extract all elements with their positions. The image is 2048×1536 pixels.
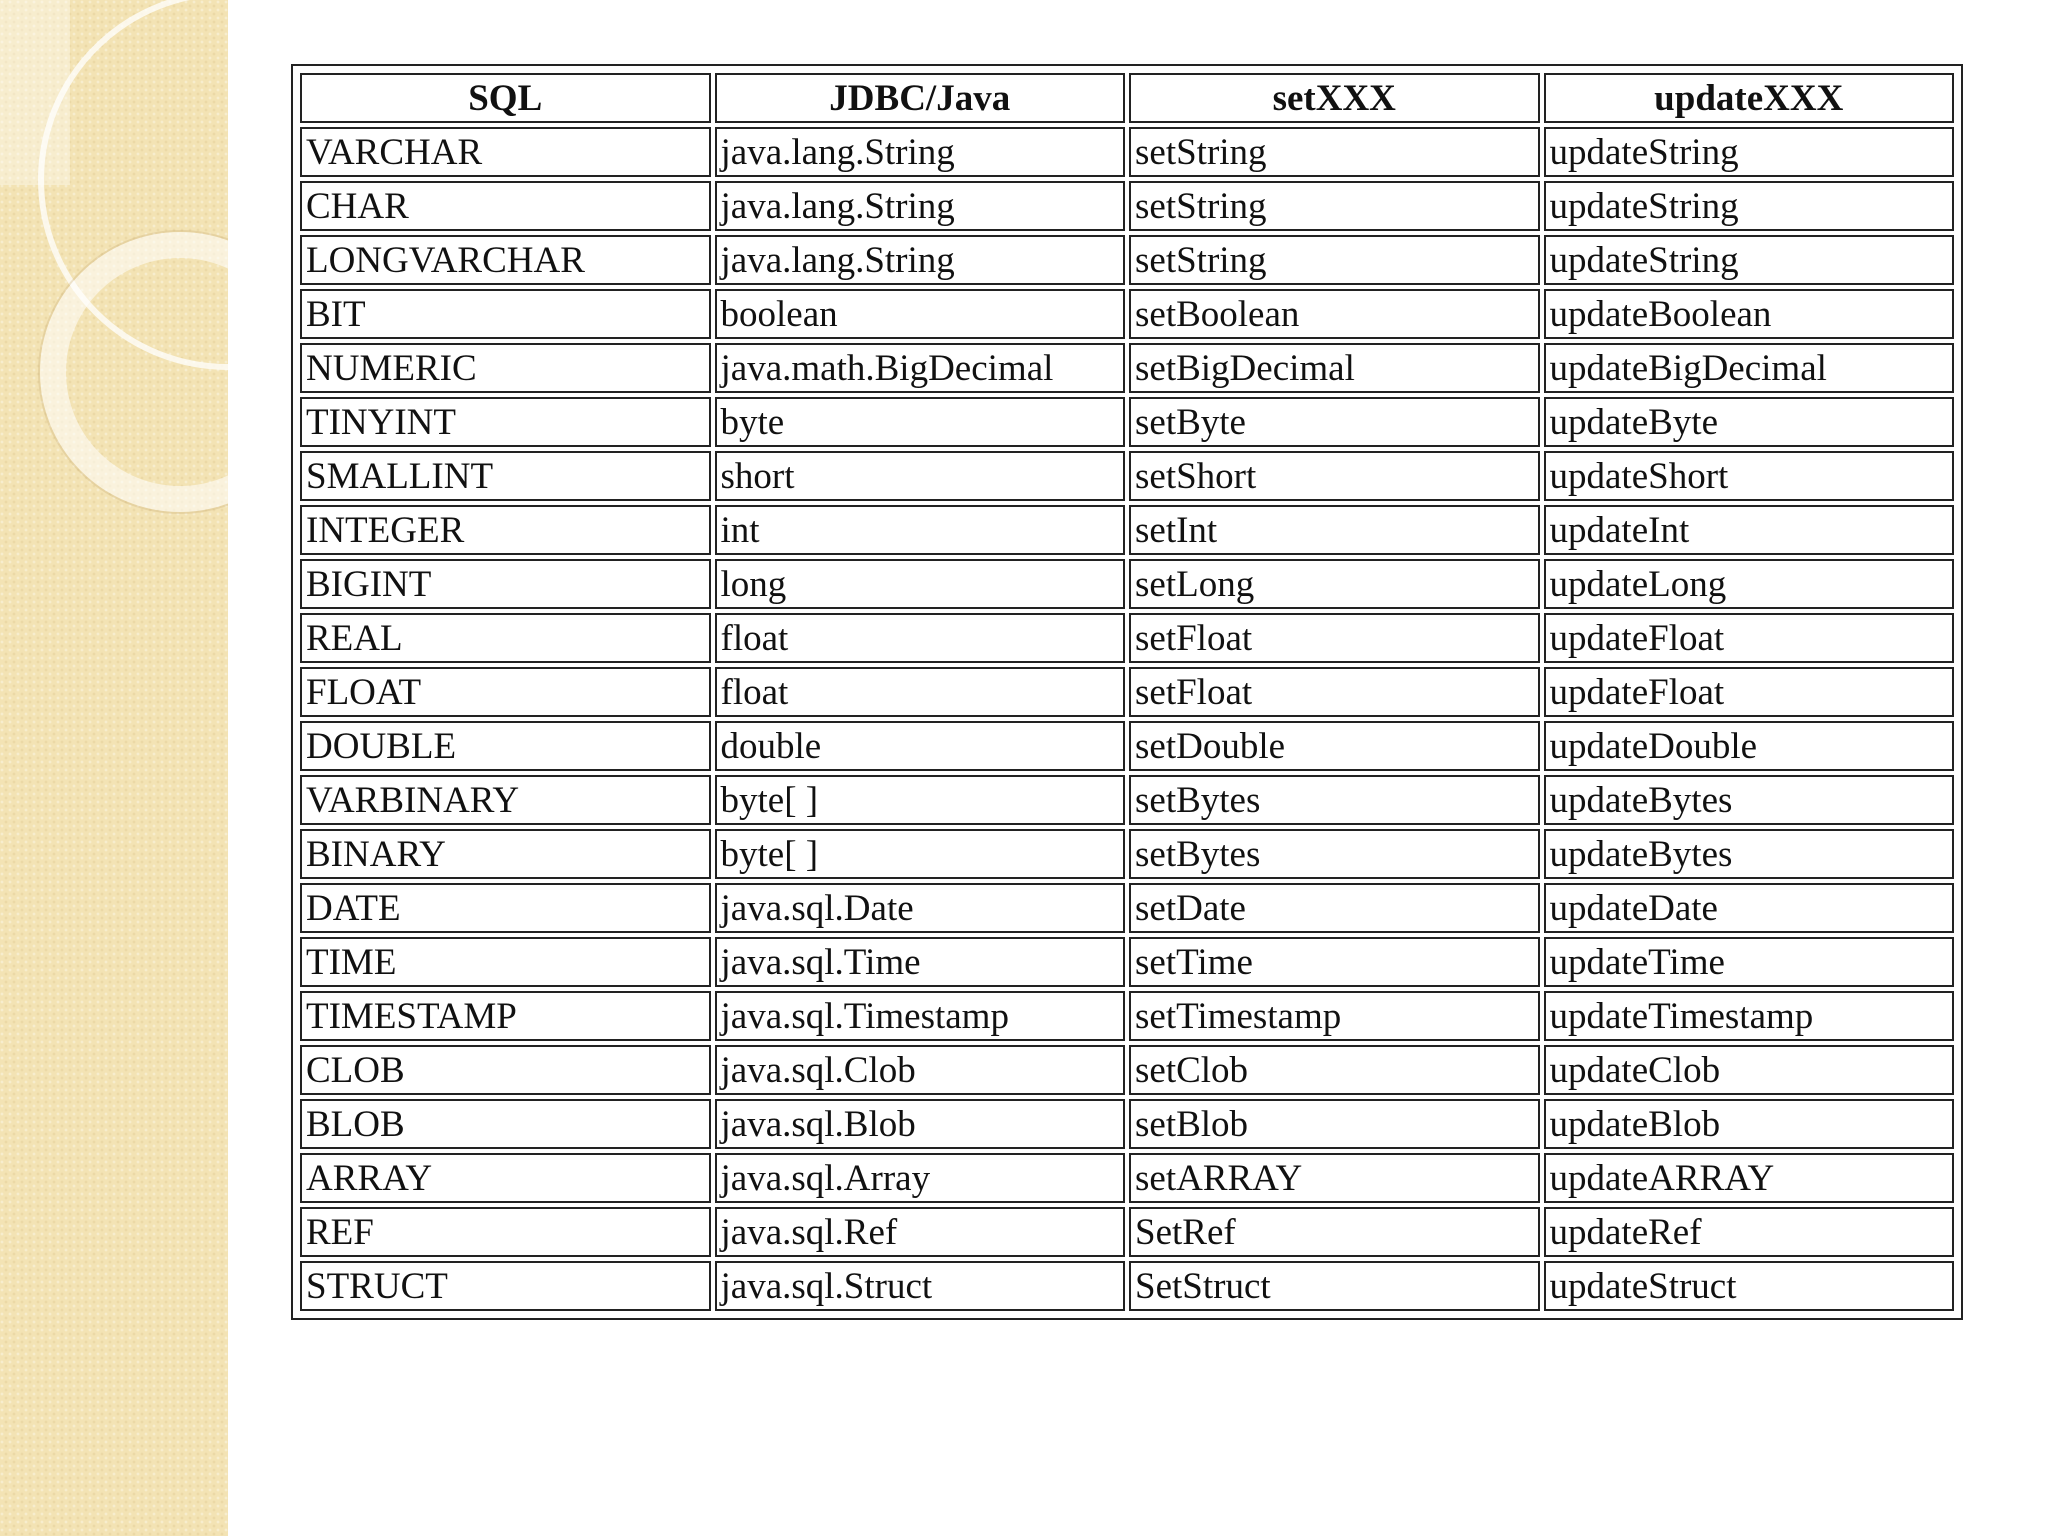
java-type-cell: float	[715, 667, 1126, 717]
setter-cell: setDate	[1129, 883, 1540, 933]
sql-type-cell: FLOAT	[300, 667, 711, 717]
sql-type-cell: INTEGER	[300, 505, 711, 555]
setter-cell: setLong	[1129, 559, 1540, 609]
sql-type-cell: CHAR	[300, 181, 711, 231]
sql-type-cell: TIMESTAMP	[300, 991, 711, 1041]
setter-cell: setDouble	[1129, 721, 1540, 771]
type-mapping-table	[296, 69, 1958, 1315]
java-type-cell: java.lang.String	[715, 127, 1126, 177]
table-row	[300, 775, 1954, 825]
setter-cell: setClob	[1129, 1045, 1540, 1095]
setter-cell: setString	[1129, 181, 1540, 231]
table-row	[300, 505, 1954, 555]
sql-type-cell: BLOB	[300, 1099, 711, 1149]
setter-cell: setBytes	[1129, 775, 1540, 825]
java-type-cell: java.sql.Blob	[715, 1099, 1126, 1149]
java-type-cell: float	[715, 613, 1126, 663]
updater-cell: updateBytes	[1544, 775, 1955, 825]
setter-cell: setString	[1129, 127, 1540, 177]
updater-cell: updateBoolean	[1544, 289, 1955, 339]
setter-cell: setTime	[1129, 937, 1540, 987]
java-type-cell: byte[ ]	[715, 829, 1126, 879]
updater-cell: updateTime	[1544, 937, 1955, 987]
table-row	[300, 1153, 1954, 1203]
updater-cell: updateByte	[1544, 397, 1955, 447]
updater-cell: updateBlob	[1544, 1099, 1955, 1149]
updater-cell: updateString	[1544, 235, 1955, 285]
java-type-cell: java.lang.String	[715, 235, 1126, 285]
table-row	[300, 721, 1954, 771]
updater-cell: updateLong	[1544, 559, 1955, 609]
java-type-cell: java.sql.Time	[715, 937, 1126, 987]
table-body	[300, 127, 1954, 1311]
sql-type-cell: BIT	[300, 289, 711, 339]
table-row	[300, 343, 1954, 393]
table-row	[300, 991, 1954, 1041]
sql-type-cell: BINARY	[300, 829, 711, 879]
header-updatexxx: updateXXX	[1544, 73, 1955, 123]
java-type-cell: long	[715, 559, 1126, 609]
table-row	[300, 1099, 1954, 1149]
sql-type-cell: DATE	[300, 883, 711, 933]
setter-cell: SetStruct	[1129, 1261, 1540, 1311]
java-type-cell: java.sql.Timestamp	[715, 991, 1126, 1041]
updater-cell: updateString	[1544, 181, 1955, 231]
sql-type-cell: TINYINT	[300, 397, 711, 447]
updater-cell: updateShort	[1544, 451, 1955, 501]
setter-cell: setTimestamp	[1129, 991, 1540, 1041]
setter-cell: setBoolean	[1129, 289, 1540, 339]
table-row	[300, 559, 1954, 609]
setter-cell: setFloat	[1129, 613, 1540, 663]
updater-cell: updateClob	[1544, 1045, 1955, 1095]
updater-cell: updateFloat	[1544, 667, 1955, 717]
table-row	[300, 1261, 1954, 1311]
setter-cell: setBigDecimal	[1129, 343, 1540, 393]
updater-cell: updateInt	[1544, 505, 1955, 555]
updater-cell: updateTimestamp	[1544, 991, 1955, 1041]
header-sql: SQL	[300, 73, 711, 123]
header-jdbc-java: JDBC/Java	[715, 73, 1126, 123]
sql-type-cell: TIME	[300, 937, 711, 987]
java-type-cell: java.lang.String	[715, 181, 1126, 231]
sql-type-cell: BIGINT	[300, 559, 711, 609]
setter-cell: setByte	[1129, 397, 1540, 447]
setter-cell: setBytes	[1129, 829, 1540, 879]
table-row	[300, 181, 1954, 231]
setter-cell: setShort	[1129, 451, 1540, 501]
header-setxxx: setXXX	[1129, 73, 1540, 123]
table-row	[300, 1207, 1954, 1257]
table-row	[300, 1045, 1954, 1095]
table-row	[300, 937, 1954, 987]
setter-cell: setBlob	[1129, 1099, 1540, 1149]
java-type-cell: java.sql.Array	[715, 1153, 1126, 1203]
sql-type-cell: SMALLINT	[300, 451, 711, 501]
updater-cell: updateDate	[1544, 883, 1955, 933]
sql-type-cell: VARCHAR	[300, 127, 711, 177]
updater-cell: updateBigDecimal	[1544, 343, 1955, 393]
java-type-cell: byte	[715, 397, 1126, 447]
decorative-side-panel	[0, 0, 228, 1536]
java-type-cell: byte[ ]	[715, 775, 1126, 825]
setter-cell: SetRef	[1129, 1207, 1540, 1257]
java-type-cell: java.sql.Struct	[715, 1261, 1126, 1311]
java-type-cell: java.sql.Clob	[715, 1045, 1126, 1095]
updater-cell: updateStruct	[1544, 1261, 1955, 1311]
type-mapping-table-frame	[291, 64, 1963, 1320]
table-row	[300, 451, 1954, 501]
java-type-cell: java.sql.Date	[715, 883, 1126, 933]
sql-type-cell: NUMERIC	[300, 343, 711, 393]
setter-cell: setString	[1129, 235, 1540, 285]
java-type-cell: int	[715, 505, 1126, 555]
sql-type-cell: ARRAY	[300, 1153, 711, 1203]
updater-cell: updateBytes	[1544, 829, 1955, 879]
sql-type-cell: REF	[300, 1207, 711, 1257]
sql-type-cell: LONGVARCHAR	[300, 235, 711, 285]
sql-type-cell: DOUBLE	[300, 721, 711, 771]
sql-type-cell: VARBINARY	[300, 775, 711, 825]
sql-type-cell: CLOB	[300, 1045, 711, 1095]
table-row	[300, 667, 1954, 717]
updater-cell: updateFloat	[1544, 613, 1955, 663]
java-type-cell: java.sql.Ref	[715, 1207, 1126, 1257]
updater-cell: updateRef	[1544, 1207, 1955, 1257]
sql-type-cell: REAL	[300, 613, 711, 663]
java-type-cell: java.math.BigDecimal	[715, 343, 1126, 393]
table-row	[300, 613, 1954, 663]
table-row	[300, 235, 1954, 285]
updater-cell: updateDouble	[1544, 721, 1955, 771]
table-row	[300, 397, 1954, 447]
sql-type-cell: STRUCT	[300, 1261, 711, 1311]
java-type-cell: boolean	[715, 289, 1126, 339]
table-row	[300, 289, 1954, 339]
setter-cell: setFloat	[1129, 667, 1540, 717]
table-header-row	[300, 73, 1954, 123]
java-type-cell: short	[715, 451, 1126, 501]
updater-cell: updateARRAY	[1544, 1153, 1955, 1203]
table-row	[300, 829, 1954, 879]
setter-cell: setARRAY	[1129, 1153, 1540, 1203]
setter-cell: setInt	[1129, 505, 1540, 555]
updater-cell: updateString	[1544, 127, 1955, 177]
java-type-cell: double	[715, 721, 1126, 771]
table-row	[300, 127, 1954, 177]
table-row	[300, 883, 1954, 933]
